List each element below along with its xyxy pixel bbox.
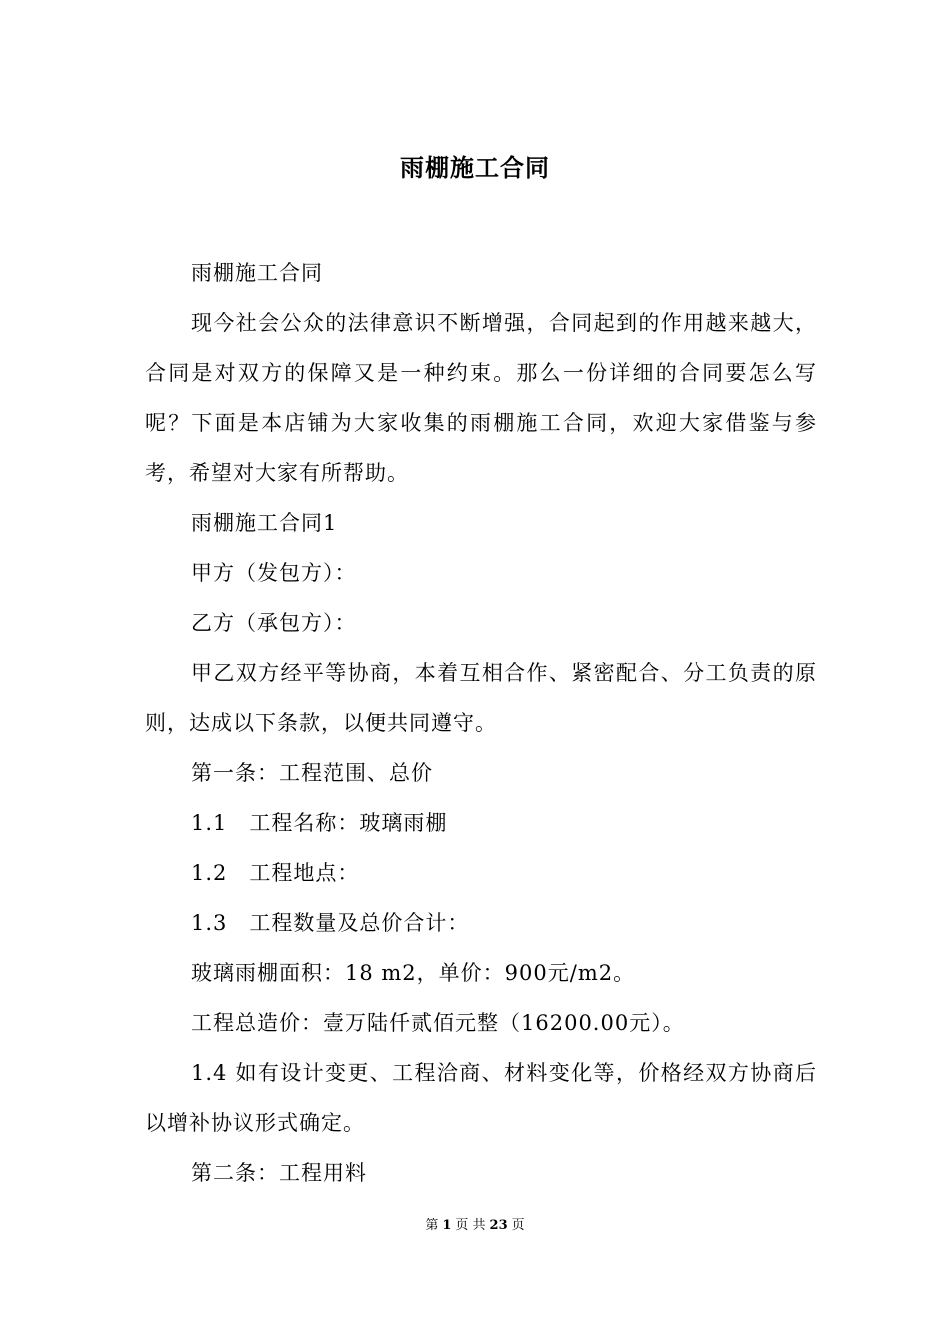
paragraph: 第一条：工程范围、总价 <box>191 761 433 785</box>
document-body <box>145 248 817 1198</box>
paragraph: 第二条：工程用料 <box>191 1161 367 1185</box>
paragraph: 雨棚施工合同1 <box>191 511 338 535</box>
paragraph: 1.1 工程名称：玻璃雨棚 <box>191 811 448 835</box>
paragraph: 甲乙双方经平等协商，本着互相合作、紧密配合、分工负责的原则，达成以下条款，以便共同遵守。 <box>145 661 817 735</box>
total-pages-number: 23 <box>489 1218 508 1233</box>
paragraph: 1.3 工程数量及总价合计： <box>191 911 470 935</box>
paragraph: 1.2 工程地点： <box>191 861 360 885</box>
current-page-number: 1 <box>442 1218 452 1233</box>
footer-prefix: 第 <box>425 1218 439 1233</box>
footer-middle: 页 共 <box>455 1218 486 1233</box>
paragraph: 甲方（发包方）： <box>191 561 357 585</box>
paragraph: 乙方（承包方）： <box>191 611 357 635</box>
document-title: 雨棚施工合同 <box>400 153 550 182</box>
paragraph: 雨棚施工合同 <box>191 261 323 285</box>
paragraph: 工程总造价：壹万陆仟贰佰元整（16200.00元）。 <box>191 1011 685 1035</box>
page-footer <box>0 1216 950 1236</box>
paragraph: 玻璃雨棚面积：18 m2，单价：900元/m2。 <box>191 961 636 985</box>
paragraph: 1.4 如有设计变更、工程洽商、材料变化等，价格经双方协商后以增补协议形式确定。 <box>145 1061 817 1135</box>
paragraph: 现今社会公众的法律意识不断增强，合同起到的作用越来越大，合同是对双方的保障又是一种约束。那么一份详细的合同要怎么写呢？下面是本店铺为大家收集的雨棚施工合同，欢迎大家借鉴与参考，希望对大家有所帮助。 <box>145 311 817 485</box>
footer-suffix: 页 <box>511 1218 525 1233</box>
